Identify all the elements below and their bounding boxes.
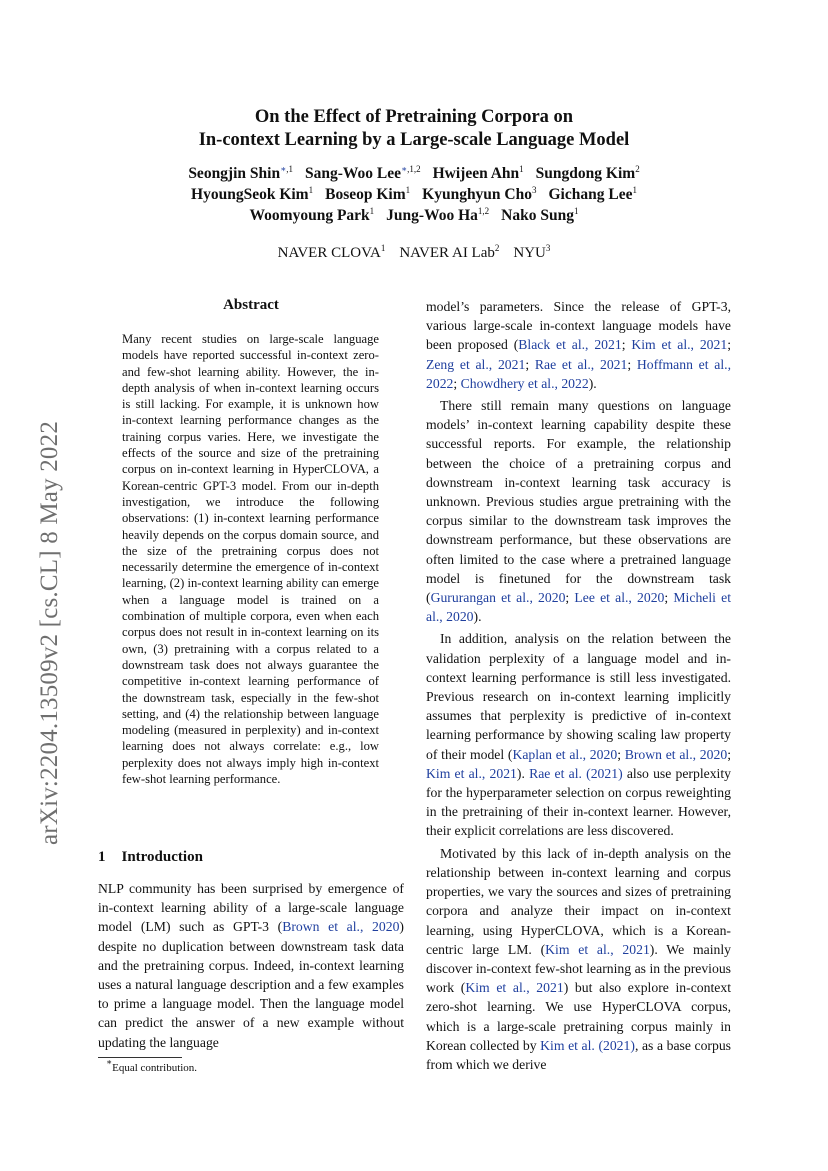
author-row [120, 184, 708, 205]
author-affiliation-mark: 1 [308, 185, 314, 195]
author-affiliation-mark: 1 [632, 185, 637, 195]
abstract-text: Many recent studies on large-scale language models have reported successful in-context zero- and few-shot learning ability. However, the in-depth analysis of when in-context learning occurs is still lacking. For example, it is unknown how in-context learning performance changes as the training corpus varies. Here, we investigate the effects of the source and size of the pretraining corpus on in-context learning in HyperCLOVA, a Korean-centric GPT-3 model. From our in-depth investigation, we introduce the following observations: (1) in-context learning performance heavily depends on the corpus domain source, and the size of the pretraining corpus does not necessarily determine the emergence of in-context learning, (2) in-context learning ability can emerge when a language model is trained on a combination of multiple corpora, even when each corpus does not result in in-context learning on its own, (3) pretraining with a corpus related to a downstream task does not always guarantee the competitive in-context learning performance of the downstream task, especially in the few-shot setting, and (4) the relationship between language modeling (measured in perplexity) and in-context learning does not always correlate: e.g., low perplexity does not always imply high in-context few-shot learning performance. [122, 332, 379, 787]
equal-contribution-mark[interactable]: ∗ [400, 164, 408, 174]
citation-link[interactable]: Kim et al., 2021 [426, 765, 517, 781]
author-list [120, 163, 708, 226]
abstract-heading: Abstract [223, 297, 279, 313]
citation-link[interactable]: Lee et al., 2020 [574, 590, 665, 606]
section-heading [98, 849, 203, 866]
citation-link[interactable]: (2021) [598, 1037, 635, 1053]
citation-link[interactable]: Kim et al., 2021 [545, 941, 650, 957]
author-affiliation-mark: ∗,1 [280, 164, 293, 174]
author-row [120, 163, 708, 184]
author-name: Woomyoung Park$^1$ [249, 206, 375, 224]
author-row [120, 205, 708, 226]
intro-paragraph-1: NLP community has been surprised by emergence of in-context learning ability of a large-scale language model (LM) such as GPT-3 (Brown et al., 2020) despite no duplication between downstream task data and the pretraining corpus. Indeed, in-context learning uses a natural language description and a few examples to prime a language model. Then the language model can predict the answer of a new example without updating the language [98, 881, 404, 1050]
author-affiliation-mark: 1 [573, 206, 579, 216]
author-name: Gichang Lee$^1$ [548, 185, 637, 203]
arxiv-identifier: arXiv:2204.13509v2 [cs.CL] 8 May 2022 [36, 420, 63, 845]
author-name: Sang-Woo Lee$^{∗,1,2}$ [304, 164, 421, 182]
right-paragraph-4: Motivated by this lack of in-depth analysis on the relationship between in-context learning and corpus properties, we vary the sources and sizes of pretraining corpora and analyze their impact on in-context learning, using HyperCLOVA, which is a Korean-centric large LM. (Kim et al., 2021). We mainly discover in-context few-shot learning as in the previous work (Kim et al., 2021) but also explore in-context zero-shot learning. We use HyperCLOVA corpus, which is a large-scale pretraining corpus mainly in Korean collected by Kim et al. (2021), as a base corpus from which we derive [426, 845, 732, 1072]
citation-link[interactable]: (2021) [586, 765, 623, 781]
section-number: 1 [98, 849, 106, 865]
title-line-1: On the Effect of Pretraining Corpora on [254, 107, 574, 127]
affiliation: NAVER CLOVA$^1$ [277, 243, 386, 261]
paper-title [120, 106, 708, 152]
citation-link[interactable]: Kim et al., 2021 [465, 980, 564, 996]
author-affiliation-mark: 2 [635, 164, 640, 174]
author-affiliation-mark: 1 [369, 206, 375, 216]
author-name: Kyunghyun Cho$^3$ [422, 185, 537, 203]
author-affiliation-mark: 3 [532, 185, 537, 195]
author-name: Jung-Woo Ha$^{1,2}$ [386, 206, 490, 224]
affiliations [120, 245, 708, 262]
author-name: Seongjin Shin$^{∗,1}$ [188, 164, 293, 182]
author-affiliation-mark: 1 [519, 164, 524, 174]
footnote [106, 1057, 198, 1074]
citation-link[interactable]: Rae et al. [529, 765, 582, 781]
affiliation: NYU$^3$ [513, 243, 551, 261]
citation-link[interactable]: Chowdhery et al., 2022 [460, 375, 589, 391]
citation-link[interactable]: Kim et al., 2021 [631, 337, 728, 353]
citation-link[interactable]: Gururangan et al., 2020 [430, 590, 566, 606]
section-title: Introduction [121, 849, 203, 865]
citation-link[interactable]: Kaplan et al., 2020 [512, 746, 618, 762]
title-line-2: In-context Learning by a Large-scale Language Model [198, 130, 630, 150]
affiliation: NAVER AI Lab$^2$ [399, 243, 500, 261]
right-paragraph-3: In addition, analysis on the relation between the validation perplexity of a language model and in-context learning performance is still less investigated. Previous research on in-context learning implicitly assumes that perplexity is predictive of in-context learning performance by showing scaling law property of their model (Kaplan et al., 2020; Brown et al., 2020; Kim et al., 2021). Rae et al. (2021) also use perplexity for the hyperparameter selection on corpus reweighting in the pretraining of their in-context learner. However, their explicit correlations are less discovered. [426, 631, 732, 839]
citation-link[interactable]: Kim et al. [540, 1037, 595, 1053]
right-paragraph-2: There still remain many questions on language models’ in-context learning capability despite these successful reports. For example, the relationship between the choice of a pretraining corpus and downstream in-context learning task accuracy is unknown. Previous studies argue pretraining with the corpus similar to the downstream task improves the downstream performance, but these observations are often limited to the case where a pretrained language model is finetuned for the downstream task (Gururangan et al., 2020; Lee et al., 2020; Micheli et al., 2020). [426, 398, 732, 625]
right-column [426, 297, 731, 1077]
equal-contribution-mark[interactable]: ∗ [280, 164, 287, 174]
citation-link[interactable]: Brown et al., 2020 [624, 746, 728, 762]
citation-link[interactable]: Black et al., 2021 [518, 337, 622, 353]
citation-link[interactable]: Micheli et al., 2020 [426, 590, 732, 625]
right-paragraph-1: model’s parameters. Since the release of GPT-3, various large-scale in-context language models have been proposed (Black et al., 2021; Kim et al., 2021; Zeng et al., 2021; Rae et al., 2021; Hoffmann et al., 2022; Chowdhery et al., 2022). [426, 299, 732, 391]
author-name: Sungdong Kim$^2$ [535, 164, 640, 182]
author-name: HyoungSeok Kim$^1$ [191, 185, 314, 203]
citation-link[interactable]: Rae et al., 2021 [534, 356, 628, 372]
author-affiliation-mark: 1 [405, 185, 411, 195]
author-affiliation-mark: 1,2 [477, 206, 490, 216]
author-name: Nako Sung$^1$ [501, 206, 579, 224]
author-affiliation-mark: ∗,1,2 [400, 164, 421, 174]
citation-link[interactable]: Brown et al., 2020 [282, 919, 400, 935]
footnote-text: Equal contribution. [112, 1062, 198, 1074]
footnote-mark: ∗ [106, 1057, 113, 1067]
citation-link[interactable]: Zeng et al., 2021 [426, 356, 526, 372]
citation-link[interactable]: Hoffmann et al., 2022 [426, 356, 731, 391]
author-name: Hwijeen Ahn$^1$ [432, 164, 524, 182]
author-name: Boseop Kim$^1$ [325, 185, 411, 203]
